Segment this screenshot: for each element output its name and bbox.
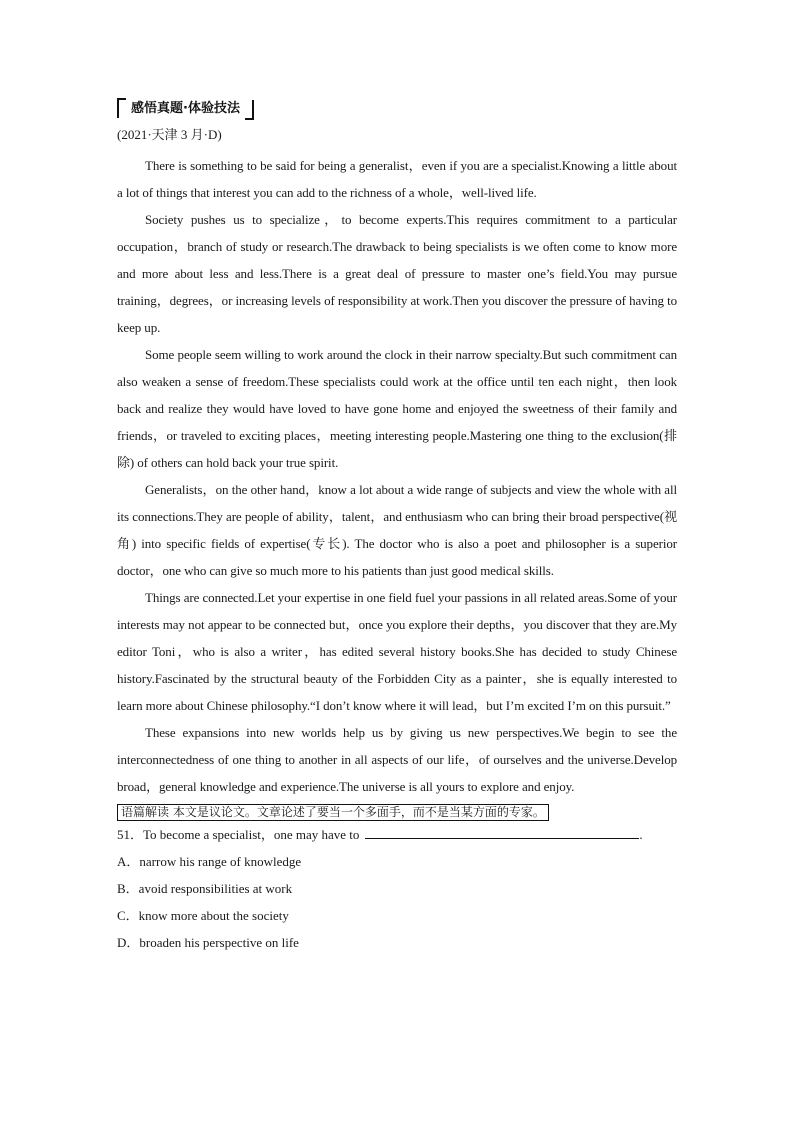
question-number: 51． — [117, 827, 144, 842]
answer-blank[interactable] — [365, 824, 639, 839]
question-stem: To become a specialist，one may have to — [143, 827, 360, 842]
passage-paragraph-6: These expansions into new worlds help us by giving us new perspectives.We begin to see the interconnectedness of one thing to another in all aspects of our life，of ourselves and the universe.Develop broad，general knowledge and experience.The universe is all yours to explore and enjoy. — [117, 725, 677, 794]
passage — [117, 152, 677, 800]
option-b[interactable]: B．avoid responsibilities at work — [117, 881, 293, 896]
option-c[interactable]: C．know more about the society — [117, 908, 289, 923]
passage-paragraph-1: There is something to be said for being a generalist，even if you are a specialist.Knowing a little about a lot of things that interest you can add to the richness of a whole，well-lived life. — [117, 158, 677, 200]
passage-source: (2021·天津 3 月·D) — [117, 127, 222, 142]
right-bracket-icon — [245, 100, 254, 120]
passage-paragraph-4: Generalists，on the other hand，know a lot about a wide range of subjects and view the whole with all its connections.They are people of ability，talent，and enthusiasm who can bring their broad perspective(视角) into specific fields of expertise(专长). The doctor who is also a poet and philosopher is a superior doctor，one who can give so much more to his patients than just good medical skills. — [117, 482, 677, 578]
option-d[interactable]: D．broaden his perspective on life — [117, 935, 299, 950]
question-options — [117, 848, 677, 956]
passage-paragraph-2: Society pushes us to specialize，to become experts.This requires commitment to a particular occupation，branch of study or research.The drawback to being specialists is we often come to know more and more about less and less.There is a great deal of pressure to master one’s field.You may pursue training，degrees，or increasing levels of responsibility at work.Then you discover the pressure of having to keep up. — [117, 212, 677, 335]
option-a[interactable]: A．narrow his range of knowledge — [117, 854, 302, 869]
passage-analysis-box: 语篇解读 本文是议论文。文章论述了要当一个多面手，而不是当某方面的专家。 — [117, 804, 549, 821]
section-tag-label: 感悟真题·体验技法 — [131, 101, 240, 116]
section-tag — [117, 96, 677, 122]
document-page — [117, 96, 677, 956]
left-bracket-icon — [117, 98, 126, 118]
passage-paragraph-5: Things are connected.Let your expertise in one field fuel your passions in all related areas.Some of your interests may not appear to be connected but，once you explore their depths，you discover that they are.My editor Toni，who is also a writer，has edited several history books.She has decided to study Chinese history.Fascinated by the structural beauty of the Forbidden City as a painter，she is equally interested to learn more about Chinese philosophy.“I don’t know where it will lead，but I’m excited I’m on this pursuit.” — [117, 590, 677, 713]
passage-paragraph-3: Some people seem willing to work around the clock in their narrow specialty.But such commitment can also weaken a sense of freedom.These specialists could work at the office until ten each night，then look back and realize they would have loved to have gone home and enjoyed the sweetness of their family and friends，or traveled to exciting places，meeting interesting people.Mastering one thing to the exclusion(排除) of others can hold back your true spirit. — [117, 347, 677, 470]
question-51 — [117, 821, 677, 848]
question-end-mark: . — [639, 827, 643, 842]
